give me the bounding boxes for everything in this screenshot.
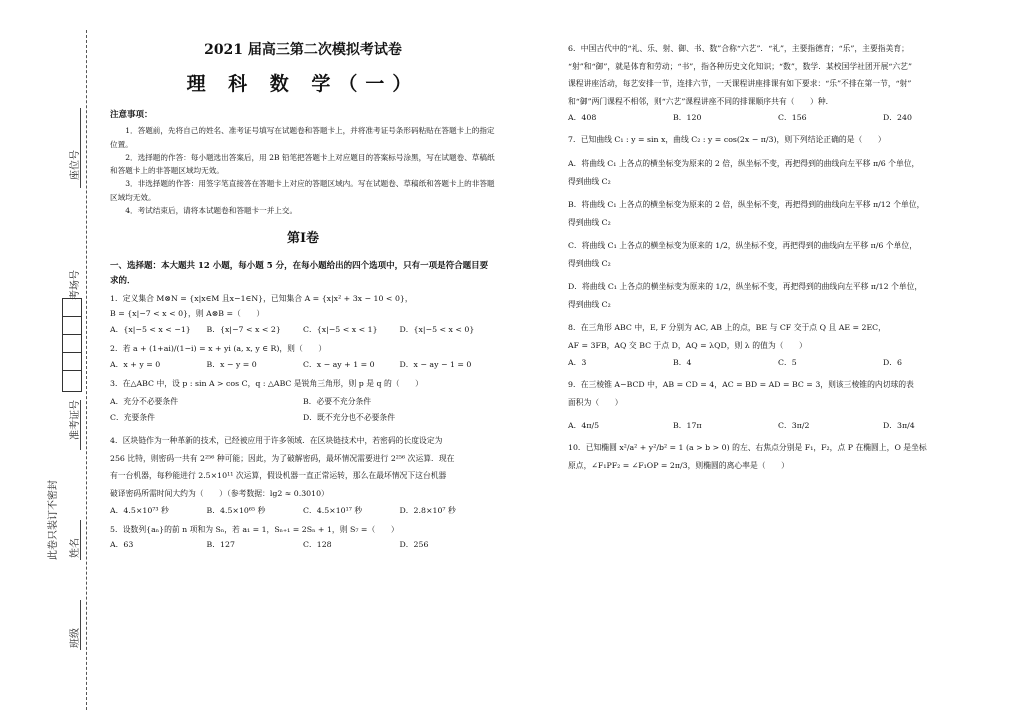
binding-strip	[0, 0, 100, 724]
binding-dashed-line	[86, 30, 87, 710]
option-b: B．x − y = 0	[206, 359, 257, 369]
volume-title: 第Ⅰ卷	[286, 231, 320, 247]
question-9-options	[568, 420, 988, 432]
class-field[interactable]	[80, 600, 81, 650]
option-a: A．{x|−5 < x < −1}	[110, 324, 191, 334]
option-a: A．63	[110, 540, 134, 550]
question-3: 3．在△ABC 中，设 p : sin A > cos C，q : △ABC 是锐角三角形，则 p 是 q 的（ ）	[110, 378, 423, 388]
option-d: D．既不充分也不必要条件	[303, 413, 396, 423]
option-b: B．17π	[673, 420, 702, 430]
name-label: 姓名	[70, 538, 81, 558]
option-a: A．4.5×10⁷³ 秒	[110, 505, 169, 515]
question-1-cont: B = {x|−7 < x < 0}，则 A⊗B =（ ）	[110, 309, 265, 319]
subject-title: 理 科 数 学（一）	[186, 72, 420, 95]
option-c: C．充要条件	[110, 413, 155, 423]
question-6-options	[568, 112, 988, 124]
right-column	[568, 40, 988, 475]
question-1-options	[110, 324, 496, 336]
question-8-options	[568, 357, 988, 369]
question-4-cont: 破译密码所需时间大约为（ ）（参考数据：lg2 ≈ 0.3010）	[110, 489, 329, 498]
ticket-field[interactable]	[80, 400, 81, 450]
question-8-cont: AF = 3FB，AQ 交 BC 于点 D，AQ = λQD，则 λ 的值为（ ）	[568, 341, 807, 351]
question-3-options	[110, 394, 496, 427]
question-5-options	[110, 539, 496, 551]
option-d: D．x − ay − 1 = 0	[399, 359, 472, 369]
left-column	[110, 40, 496, 558]
question-5: 5．设数列{aₙ}的前 n 项和为 Sₙ，若 a₁ = 1，Sₙ₊₁ = 2Sₙ + 1，则 S₇ =（ ）	[110, 524, 399, 534]
option-c: C．3π/2	[778, 420, 810, 430]
question-7-option-d: D．将曲线 C₁ 上各点的横坐标变为原来的 1/2，纵坐标不变，再把得到的曲线向左平移 π/12 个单位，	[568, 281, 923, 291]
question-7-option-c-cont: 得到曲线 C₂	[568, 259, 611, 269]
exam-title: 2021 届高三第二次模拟考试卷	[204, 42, 402, 58]
option-a: A．4π/5	[568, 420, 600, 430]
option-c: C．156	[778, 113, 807, 123]
notice-head: 注意事项：	[110, 110, 153, 121]
question-6-cont: “射”和“御”，就是体育和劳动；“书”，指各种历史文化知识；“数”，数学．某校国学社团开展“六艺”	[568, 61, 912, 71]
option-b: B．127	[206, 540, 235, 550]
section-head: 一、选择题：本大题共 12 小题，每小题 5 分，在每小题给出的四个选项中，只有一项是符合题目要求的．	[110, 261, 489, 286]
question-6-cont: 课程讲座活动，每艺安排一节，连排六节，一天课程讲座排课有如下要求：“乐”不排在第一节，“射”	[568, 79, 912, 89]
question-6: 6．中国古代中的“礼、乐、射、御、书、数”合称“六艺”．“礼”，主要指德育；“乐”，主要指美育；	[568, 44, 909, 53]
option-a: A．充分不必要条件	[110, 396, 179, 406]
question-7-option-b-cont: 得到曲线 C₂	[568, 218, 611, 228]
seal-notice: 此卷只装订不密封	[48, 480, 59, 560]
question-7: 7．已知曲线 C₁ : y = sin x，曲线 C₂ : y = cos(2x − π/3)，则下列结论正确的是（ ）	[568, 135, 886, 145]
option-c: C．128	[303, 540, 332, 550]
option-c: C．{x|−5 < x < 1}	[303, 324, 378, 334]
class-label: 班级	[70, 628, 81, 648]
question-7-option-c: C．将曲线 C₁ 上各点的横坐标变为原来的 1/2，纵坐标不变，再把得到的曲线向左平移 π/6 个单位，	[568, 240, 917, 250]
option-d: D．240	[883, 113, 912, 123]
question-4-cont: 256 比特，则密码一共有 2²⁵⁶ 种可能；因此，为了破解密码，最坏情况需要进行 2²⁵⁶ 次运算．现在	[110, 453, 455, 463]
question-4-options	[110, 505, 496, 517]
exam-room-label: 考场号	[70, 270, 81, 300]
question-4: 4．区块链作为一种革新的技术，已经被应用于许多领域．在区块链技术中，若密码的长度设定为	[110, 436, 443, 446]
question-2: 2．若 a + (1+ai)/(1−i) = x + yi (a, x, y ∈ R)，则（ ）	[110, 343, 327, 353]
notice-item: 2．选择题的作答：每小题选出答案后，用 2B 铅笔把答题卡上对应题目的答案标号涂黑，写在试题卷、草稿纸和答题卡上的非答题区域均无效。	[110, 152, 495, 176]
notice-item: 1．答题前，先将自己的姓名、准考证号填写在试题卷和答题卡上，并将准考证号条形码粘贴在答题卡上的指定位置。	[110, 126, 495, 149]
ticket-label: 准考证号	[70, 400, 81, 440]
option-c: C．4.5×10¹⁷ 秒	[303, 505, 363, 515]
question-2-options	[110, 359, 496, 371]
question-9: 9．在三棱锥 A−BCD 中，AB = CD = 4，AC = BD = AD = BC = 3，则该三棱锥的内切球的表	[568, 379, 914, 389]
notice-item: 4．考试结束后，请将本试题卷和答题卡一并上交。	[125, 205, 298, 215]
option-c: C．5	[778, 357, 797, 367]
option-c: C．x − ay + 1 = 0	[303, 359, 375, 369]
question-7-option-b: B．将曲线 C₁ 上各点的横坐标变为原来的 2 倍，纵坐标不变，再把得到的曲线向左平移 π/12 个单位，	[568, 199, 925, 209]
notice-block	[110, 109, 496, 217]
question-6-cont: 和“御”两门课程不相邻，则“六艺”课程讲座不同的排课顺序共有（ ）种．	[568, 96, 834, 106]
question-8: 8．在三角形 ABC 中，E, F 分别为 AC, AB 上的点，BE 与 CF 交于点 Q 且 AE = 2EC，	[568, 322, 886, 332]
seat-label: 座位号	[70, 150, 81, 180]
option-d: D．256	[399, 540, 429, 550]
question-1: 1．定义集合 M⊗N = {x|x∈M 且x−1∈N}，已知集合 A = {x|x² + 3x − 10 < 0}，	[110, 294, 413, 304]
option-a: A．x + y = 0	[110, 359, 161, 369]
option-a: A．408	[568, 113, 597, 123]
option-b: B．必要不充分条件	[303, 396, 372, 406]
option-a: A．3	[568, 357, 587, 367]
option-b: B．4.5×10⁶⁵ 秒	[206, 505, 266, 515]
option-d: D．{x|−5 < x < 0}	[399, 324, 475, 334]
question-10: 10．已知椭圆 x²/a² + y²/b² = 1 (a > b > 0) 的左、右焦点分别是 F₁，F₂，点 P 在椭圆上，O 是坐标	[568, 442, 927, 452]
question-7-option-a: A．将曲线 C₁ 上各点的横坐标变为原来的 2 倍，纵坐标不变，再把得到的曲线向左平移 π/6 个单位，	[568, 158, 920, 168]
option-b: B．{x|−7 < x < 2}	[206, 324, 281, 334]
exam-room-boxes[interactable]	[62, 298, 82, 392]
question-9-cont: 面积为（ ）	[568, 398, 623, 408]
option-d: D．2.8×10⁷ 秒	[399, 505, 456, 515]
option-d: D．3π/4	[883, 420, 915, 430]
question-4-cont: 有一台机器，每秒能进行 2.5×10¹¹ 次运算，假设机器一直正常运转，那么在最坏情况下这台机器	[110, 471, 447, 481]
seat-field[interactable]	[80, 108, 81, 188]
option-b: B．120	[673, 113, 702, 123]
question-7-option-d-cont: 得到曲线 C₂	[568, 300, 611, 310]
question-10-cont: 原点，∠F₁PF₂ = ∠F₁OP = 2π/3，则椭圆的离心率是（ ）	[568, 461, 789, 471]
question-7-option-a-cont: 得到曲线 C₂	[568, 177, 611, 187]
option-b: B．4	[673, 357, 692, 367]
name-field[interactable]	[80, 520, 81, 560]
notice-item: 3．非选择题的作答：用签字笔直接答在答题卡上对应的答题区域内。写在试题卷、草稿纸和答题卡上的非答题区域均无效。	[110, 179, 495, 202]
option-d: D．6	[883, 357, 903, 367]
